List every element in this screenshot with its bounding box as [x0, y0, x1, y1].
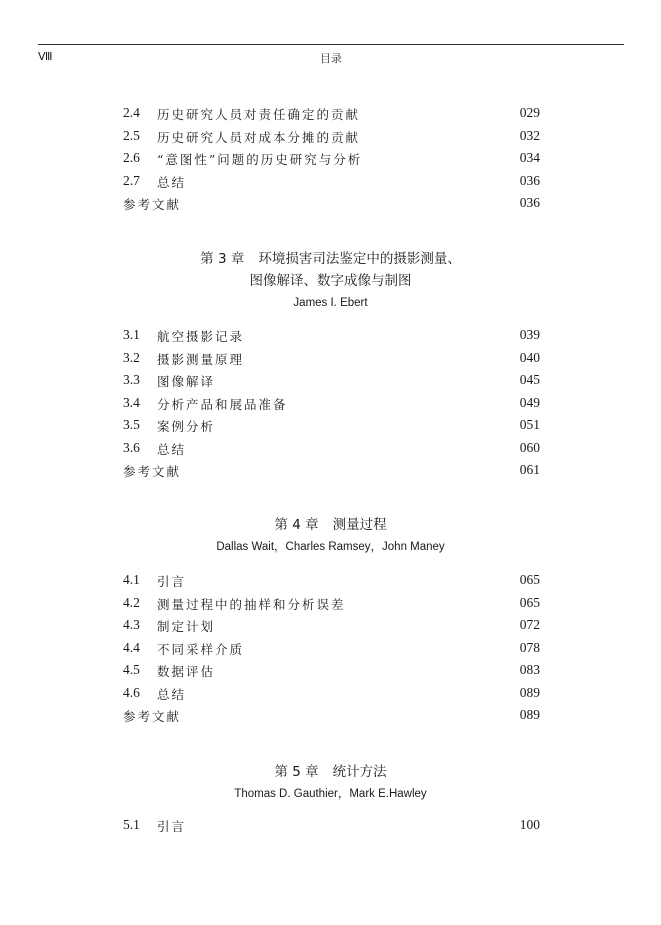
toc-entry[interactable] [123, 572, 540, 595]
chapter-title-line1 [0, 514, 661, 536]
entry-title: 测量过程中的抽样和分析误差 [157, 596, 346, 612]
toc-entry[interactable] [123, 150, 540, 173]
entry-number: 2.7 [123, 172, 140, 188]
entry-page: 072 [519, 617, 540, 632]
toc-chapter4 [123, 572, 540, 730]
toc-entry[interactable] [123, 105, 540, 128]
toc-entry[interactable] [123, 617, 540, 640]
entry-number: 4.4 [123, 639, 140, 655]
entry-title: 引言 [157, 574, 187, 589]
toc-entry[interactable] [123, 662, 540, 685]
entry-page: 032 [519, 127, 540, 143]
entry-title: “意图性”问题的历史研究与分析 [157, 152, 363, 167]
entry-title: 引言 [157, 819, 187, 834]
chapter-title-line1 [0, 761, 661, 783]
toc-entry[interactable] [123, 372, 540, 395]
entry-number: 3.5 [123, 417, 140, 432]
entry-page: 089 [519, 707, 540, 722]
entry-title: 总结 [157, 441, 187, 457]
chapter-label: 第 4 章 [274, 517, 319, 533]
entry-number: 3.2 [123, 349, 140, 365]
page-header [38, 0, 624, 65]
entry-page: 065 [519, 572, 540, 587]
toc-entry[interactable] [123, 395, 540, 418]
entry-page: 036 [519, 195, 540, 210]
entry-title: 不同采样介质 [157, 641, 245, 657]
entry-page: 061 [519, 462, 540, 477]
entry-title: 参考文献 [123, 464, 182, 479]
chapter-title-line1 [0, 248, 661, 270]
entry-number: 5.1 [123, 817, 140, 832]
entry-title: 摄影测量原理 [157, 351, 245, 367]
entry-title: 航空摄影记录 [157, 329, 245, 344]
entry-title: 历史研究人员对成本分摊的贡献 [157, 129, 361, 145]
toc-entry[interactable] [123, 350, 540, 373]
entry-page: 036 [519, 172, 540, 188]
entry-page: 039 [519, 327, 540, 342]
entry-title: 总结 [157, 686, 187, 702]
entry-page: 051 [519, 417, 540, 432]
entry-title: 参考文献 [123, 197, 182, 212]
entry-number: 4.1 [123, 572, 140, 587]
entry-page: 034 [519, 150, 540, 165]
chapter-4-heading [0, 514, 661, 557]
toc-entry[interactable] [123, 173, 540, 196]
entry-page: 040 [519, 349, 540, 365]
toc-entry[interactable] [123, 128, 540, 151]
toc-entry[interactable] [123, 327, 540, 350]
entry-title: 历史研究人员对责任确定的贡献 [157, 107, 361, 122]
entry-number: 3.6 [123, 439, 140, 455]
entry-title: 数据评估 [157, 664, 216, 679]
page-number: Ⅷ [38, 51, 52, 63]
entry-number: 2.6 [123, 150, 140, 165]
entry-number: 3.4 [123, 394, 140, 410]
entry-title: 参考文献 [123, 709, 182, 724]
entry-page: 060 [519, 439, 540, 455]
entry-page: 083 [519, 662, 540, 677]
entry-title: 制定计划 [157, 619, 216, 634]
entry-title: 分析产品和展品准备 [157, 396, 288, 412]
entry-number: 3.1 [123, 327, 140, 342]
toc-entry[interactable] [123, 440, 540, 463]
toc-entry[interactable] [123, 640, 540, 663]
chapter-label: 第 3 章 [200, 251, 245, 267]
entry-page: 029 [519, 105, 540, 120]
chapter-title: 统计方法 [332, 764, 387, 780]
chapter-title: 测量过程 [332, 517, 387, 533]
chapter-author: Dallas Wait，Charles Ramsey，John Maney [216, 541, 445, 553]
entry-page: 078 [519, 639, 540, 655]
chapter-title-line2: 图像解译、数字成像与制图 [249, 273, 412, 289]
entry-page: 045 [519, 372, 540, 387]
chapter-3-heading [0, 248, 661, 313]
entry-number: 2.4 [123, 105, 140, 120]
toc-chapter2-tail [123, 105, 540, 218]
entry-page: 049 [519, 394, 540, 410]
toc-entry-references[interactable] [123, 462, 540, 485]
chapter-title: 环境损害司法鉴定中的摄影测量、 [258, 251, 461, 267]
entry-number: 4.6 [123, 684, 140, 700]
entry-page: 100 [519, 817, 540, 832]
entry-number: 4.2 [123, 594, 140, 610]
entry-number: 4.5 [123, 662, 140, 677]
entry-title: 图像解译 [157, 374, 216, 389]
toc-entry[interactable] [123, 417, 540, 440]
toc-entry[interactable] [123, 817, 540, 840]
entry-number: 2.5 [123, 127, 140, 143]
entry-number: 3.3 [123, 372, 140, 387]
toc-chapter3 [123, 327, 540, 485]
toc-entry-references[interactable] [123, 195, 540, 218]
entry-title: 案例分析 [157, 419, 216, 434]
header-title: 目录 [320, 52, 342, 65]
entry-number: 4.3 [123, 617, 140, 632]
entry-title: 总结 [157, 174, 187, 190]
entry-page: 089 [519, 684, 540, 700]
chapter-5-heading [0, 761, 661, 804]
entry-page: 065 [519, 594, 540, 610]
toc-chapter5 [123, 817, 540, 840]
toc-entry-references[interactable] [123, 707, 540, 730]
chapter-author: James I. Ebert [293, 297, 368, 309]
chapter-label: 第 5 章 [274, 764, 319, 780]
chapter-author: Thomas D. Gauthier，Mark E.Hawley [234, 788, 427, 800]
toc-entry[interactable] [123, 595, 540, 618]
toc-entry[interactable] [123, 685, 540, 708]
